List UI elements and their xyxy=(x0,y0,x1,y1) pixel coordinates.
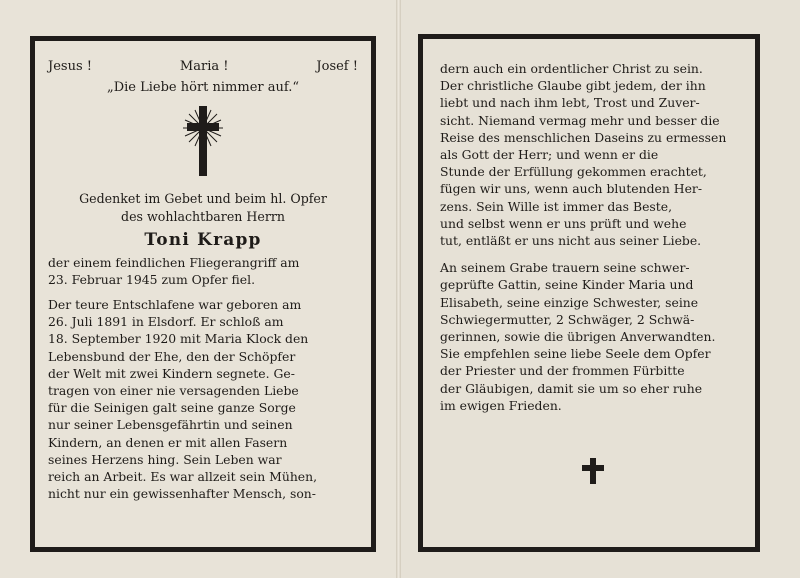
right-page-content xyxy=(440,60,742,414)
small-cross-icon xyxy=(582,458,604,488)
prayer-line-1: Gedenket im Gebet und beim hl. Opfer xyxy=(79,191,327,207)
death-line-1: der einem feindlichen Fliegerangriff am xyxy=(48,254,300,270)
mourners-line: im ewigen Frieden. xyxy=(440,397,562,413)
card-fold xyxy=(396,0,401,578)
left-page-content xyxy=(48,58,358,502)
death-notice xyxy=(48,254,358,288)
bio-line: Lebensbund der Ehe, den der Schöpfer xyxy=(48,348,296,364)
name-maria: Maria ! xyxy=(179,59,229,74)
faith-line: Reise des menschlichen Daseins zu ermessen xyxy=(440,129,727,145)
bio-line: seines Herzens hing. Sein Leben war xyxy=(48,451,282,467)
bio-line: 26. Juli 1891 in Elsdorf. Er schloß am xyxy=(48,314,284,330)
mourners-line: der Priester und der frommen Fürbitte xyxy=(440,363,685,379)
motto: „Die Liebe hört nimmer auf.“ xyxy=(106,80,300,96)
faith-line: fügen wir uns, wenn auch blutenden Her- xyxy=(440,181,703,197)
mourners-line: Schwiegermutter, 2 Schwäger, 2 Schwä- xyxy=(440,311,695,327)
faith-line: dern auch ein ordentlicher Christ zu sein. xyxy=(440,61,703,76)
faith-line: Stunde der Erfüllung gekommen erachtet, xyxy=(440,164,707,180)
faith-line: zens. Sein Wille ist immer das Beste, xyxy=(440,198,673,214)
bio-line: der Welt mit zwei Kindern segnete. Ge- xyxy=(48,365,295,381)
mourners-line: der Gläubigen, damit sie um so eher ruhe xyxy=(440,380,703,396)
faith-line: sicht. Niemand vermag mehr und besser die xyxy=(440,112,720,128)
mourners-line: Elisabeth, seine einzige Schwester, seine xyxy=(440,294,699,310)
deceased-name: Toni Krapp xyxy=(144,230,262,251)
bio-line: Der teure Entschlafene war geboren am xyxy=(48,297,302,313)
mourners-line: geprüfte Gattin, seine Kinder Maria und xyxy=(440,277,694,293)
death-line-2: 23. Februar 1945 zum Opfer fiel. xyxy=(48,271,256,287)
prayer-request xyxy=(48,190,358,226)
bio-line: nur seiner Lebensgefährtin und seinen xyxy=(48,417,293,433)
mourners-paragraph xyxy=(440,259,742,414)
faith-line: Der christliche Glaube gibt jedem, der ihn xyxy=(440,78,706,94)
bio-line: für die Seinigen galt seine ganze Sorge xyxy=(48,400,296,416)
bio-line: tragen von einer nie versagenden Liebe xyxy=(48,383,299,399)
mourners-line: gerinnen, sowie die übrigen Anverwandten. xyxy=(440,329,716,345)
faith-paragraph xyxy=(440,60,742,249)
bio-line: Kindern, an denen er mit allen Fasern xyxy=(48,434,288,450)
faith-line: tut, entläßt er uns nicht aus seiner Liebe. xyxy=(440,233,702,249)
faith-line: und selbst wenn er uns prüft und wehe xyxy=(440,215,687,231)
faith-line: als Gott der Herr; und wenn er die xyxy=(440,147,659,163)
biography xyxy=(48,296,358,502)
name-jesus: Jesus ! xyxy=(48,59,92,74)
mourners-line: An seinem Grabe trauern seine schwer- xyxy=(440,260,690,276)
faith-line: liebt und nach ihm lebt, Trost und Zuver- xyxy=(440,95,700,111)
bio-line: reich an Arbeit. Es war allzeit sein Mühen, xyxy=(48,469,318,485)
holy-names xyxy=(48,58,358,75)
mourners-line: Sie empfehlen seine liebe Seele dem Opfer xyxy=(440,346,711,362)
rayed-cross-icon xyxy=(181,104,225,178)
cross-block xyxy=(48,104,358,178)
bio-line: nicht nur ein gewissenhafter Mensch, son- xyxy=(48,486,316,502)
name-josef: Josef ! xyxy=(316,59,358,74)
prayer-line-2: des wohlachtbaren Herrn xyxy=(121,209,285,225)
bio-line: 18. September 1920 mit Maria Klock den xyxy=(48,331,309,347)
